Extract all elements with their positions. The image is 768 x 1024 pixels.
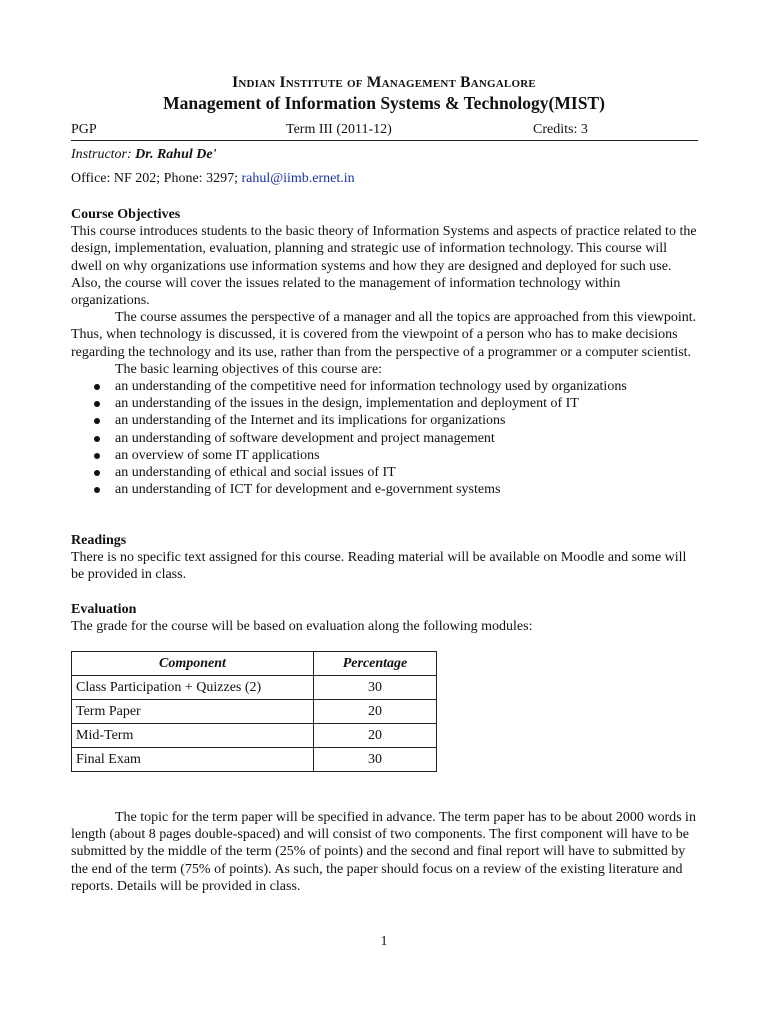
email-link[interactable]: rahul@iimb.ernet.in: [241, 171, 355, 186]
instructor-label: Instructor:: [71, 147, 132, 162]
bullet-icon: [94, 470, 100, 476]
program-label: PGP: [71, 122, 97, 137]
readings-heading: Readings: [71, 533, 127, 548]
bullet-icon: [94, 384, 100, 390]
list-item: an understanding of the issues in the design, implementation and deployment of IT: [71, 395, 701, 412]
objectives-paragraph-1: This course introduces students to the basic theory of Information Systems and aspects of practice related to the design, implementation, evaluation, planning and strategic use of information technology. This course will dwell on why organizations use information systems and how they are designed and deployed for such use. Also, the course will cover the issues related to the management of information technology within organizations.: [71, 224, 697, 309]
component-cell: Mid-Term: [72, 724, 314, 748]
objectives-list: [71, 378, 701, 498]
bullet-icon: [94, 418, 100, 424]
table-row: [72, 748, 437, 772]
component-cell: Final Exam: [72, 748, 314, 772]
percentage-cell: 20: [314, 724, 437, 748]
evaluation-table: [71, 651, 437, 772]
table-header-row: [72, 652, 437, 676]
objectives-paragraph-2: The course assumes the perspective of a manager and all the topics are approached from this viewpoint. Thus, when technology is discussed, it is covered from the viewpoint of a person who has to make decisions regarding the technology and its use, rather than from the perspective of a programmer or a computer scientist.: [71, 310, 697, 360]
evaluation-heading: Evaluation: [71, 602, 137, 617]
readings-section: [71, 532, 701, 584]
list-item: an understanding of ethical and social issues of IT: [71, 464, 701, 481]
list-item: an understanding of ICT for development and e-government systems: [71, 481, 701, 498]
bullet-icon: [94, 487, 100, 493]
percentage-cell: 30: [314, 748, 437, 772]
percentage-cell: 30: [314, 676, 437, 700]
office-text: Office: NF 202; Phone: 3297;: [71, 171, 238, 186]
list-item: an understanding of the competitive need for information technology used by organizations: [71, 378, 701, 395]
page-number: 1: [380, 934, 388, 949]
list-item: an overview of some IT applications: [71, 447, 701, 464]
component-cell: Term Paper: [72, 700, 314, 724]
header-percentage: Percentage: [314, 652, 437, 676]
component-cell: Class Participation + Quizzes (2): [72, 676, 314, 700]
objectives-section: [71, 206, 701, 498]
list-item: an understanding of software development and project management: [71, 430, 701, 447]
bullet-icon: [94, 436, 100, 442]
header-component: Component: [72, 652, 314, 676]
term-label: Term III (2011-12): [286, 122, 392, 137]
instructor-name: Dr. Rahul De': [135, 147, 217, 162]
term-paper-paragraph: The topic for the term paper will be specified in advance. The term paper has to be about 2000 words in length (about 8 pages double-spaced) and will consist of two components. The first component will have to be submitted by the middle of the term (25% of points) and the second and final report will have to submitted by the end of the term (75% of points). As such, the paper should focus on a review of the existing literature and reports. Details will be provided in class.: [71, 810, 696, 894]
credits-label: Credits: 3: [533, 122, 588, 137]
term-paper-section: [71, 809, 701, 895]
institution-name: Indian Institute of Management Bangalore: [232, 74, 536, 91]
percentage-cell: 20: [314, 700, 437, 724]
table-row: [72, 700, 437, 724]
evaluation-section: [71, 601, 701, 635]
list-item: an understanding of the Internet and its implications for organizations: [71, 412, 701, 429]
bullet-icon: [94, 453, 100, 459]
bullet-icon: [94, 401, 100, 407]
objectives-paragraph-3: The basic learning objectives of this course are:: [115, 361, 383, 377]
objectives-heading: Course Objectives: [71, 207, 181, 222]
course-title: Management of Information Systems & Technology(MIST): [163, 93, 605, 113]
course-meta-row: [71, 120, 698, 141]
instructor-line: [71, 147, 216, 163]
table-row: [72, 676, 437, 700]
office-line: [71, 171, 355, 187]
readings-text: There is no specific text assigned for this course. Reading material will be available on Moodle and some will be provided in class.: [71, 550, 687, 583]
evaluation-intro: The grade for the course will be based on evaluation along the following modules:: [71, 619, 533, 635]
table-row: [72, 724, 437, 748]
